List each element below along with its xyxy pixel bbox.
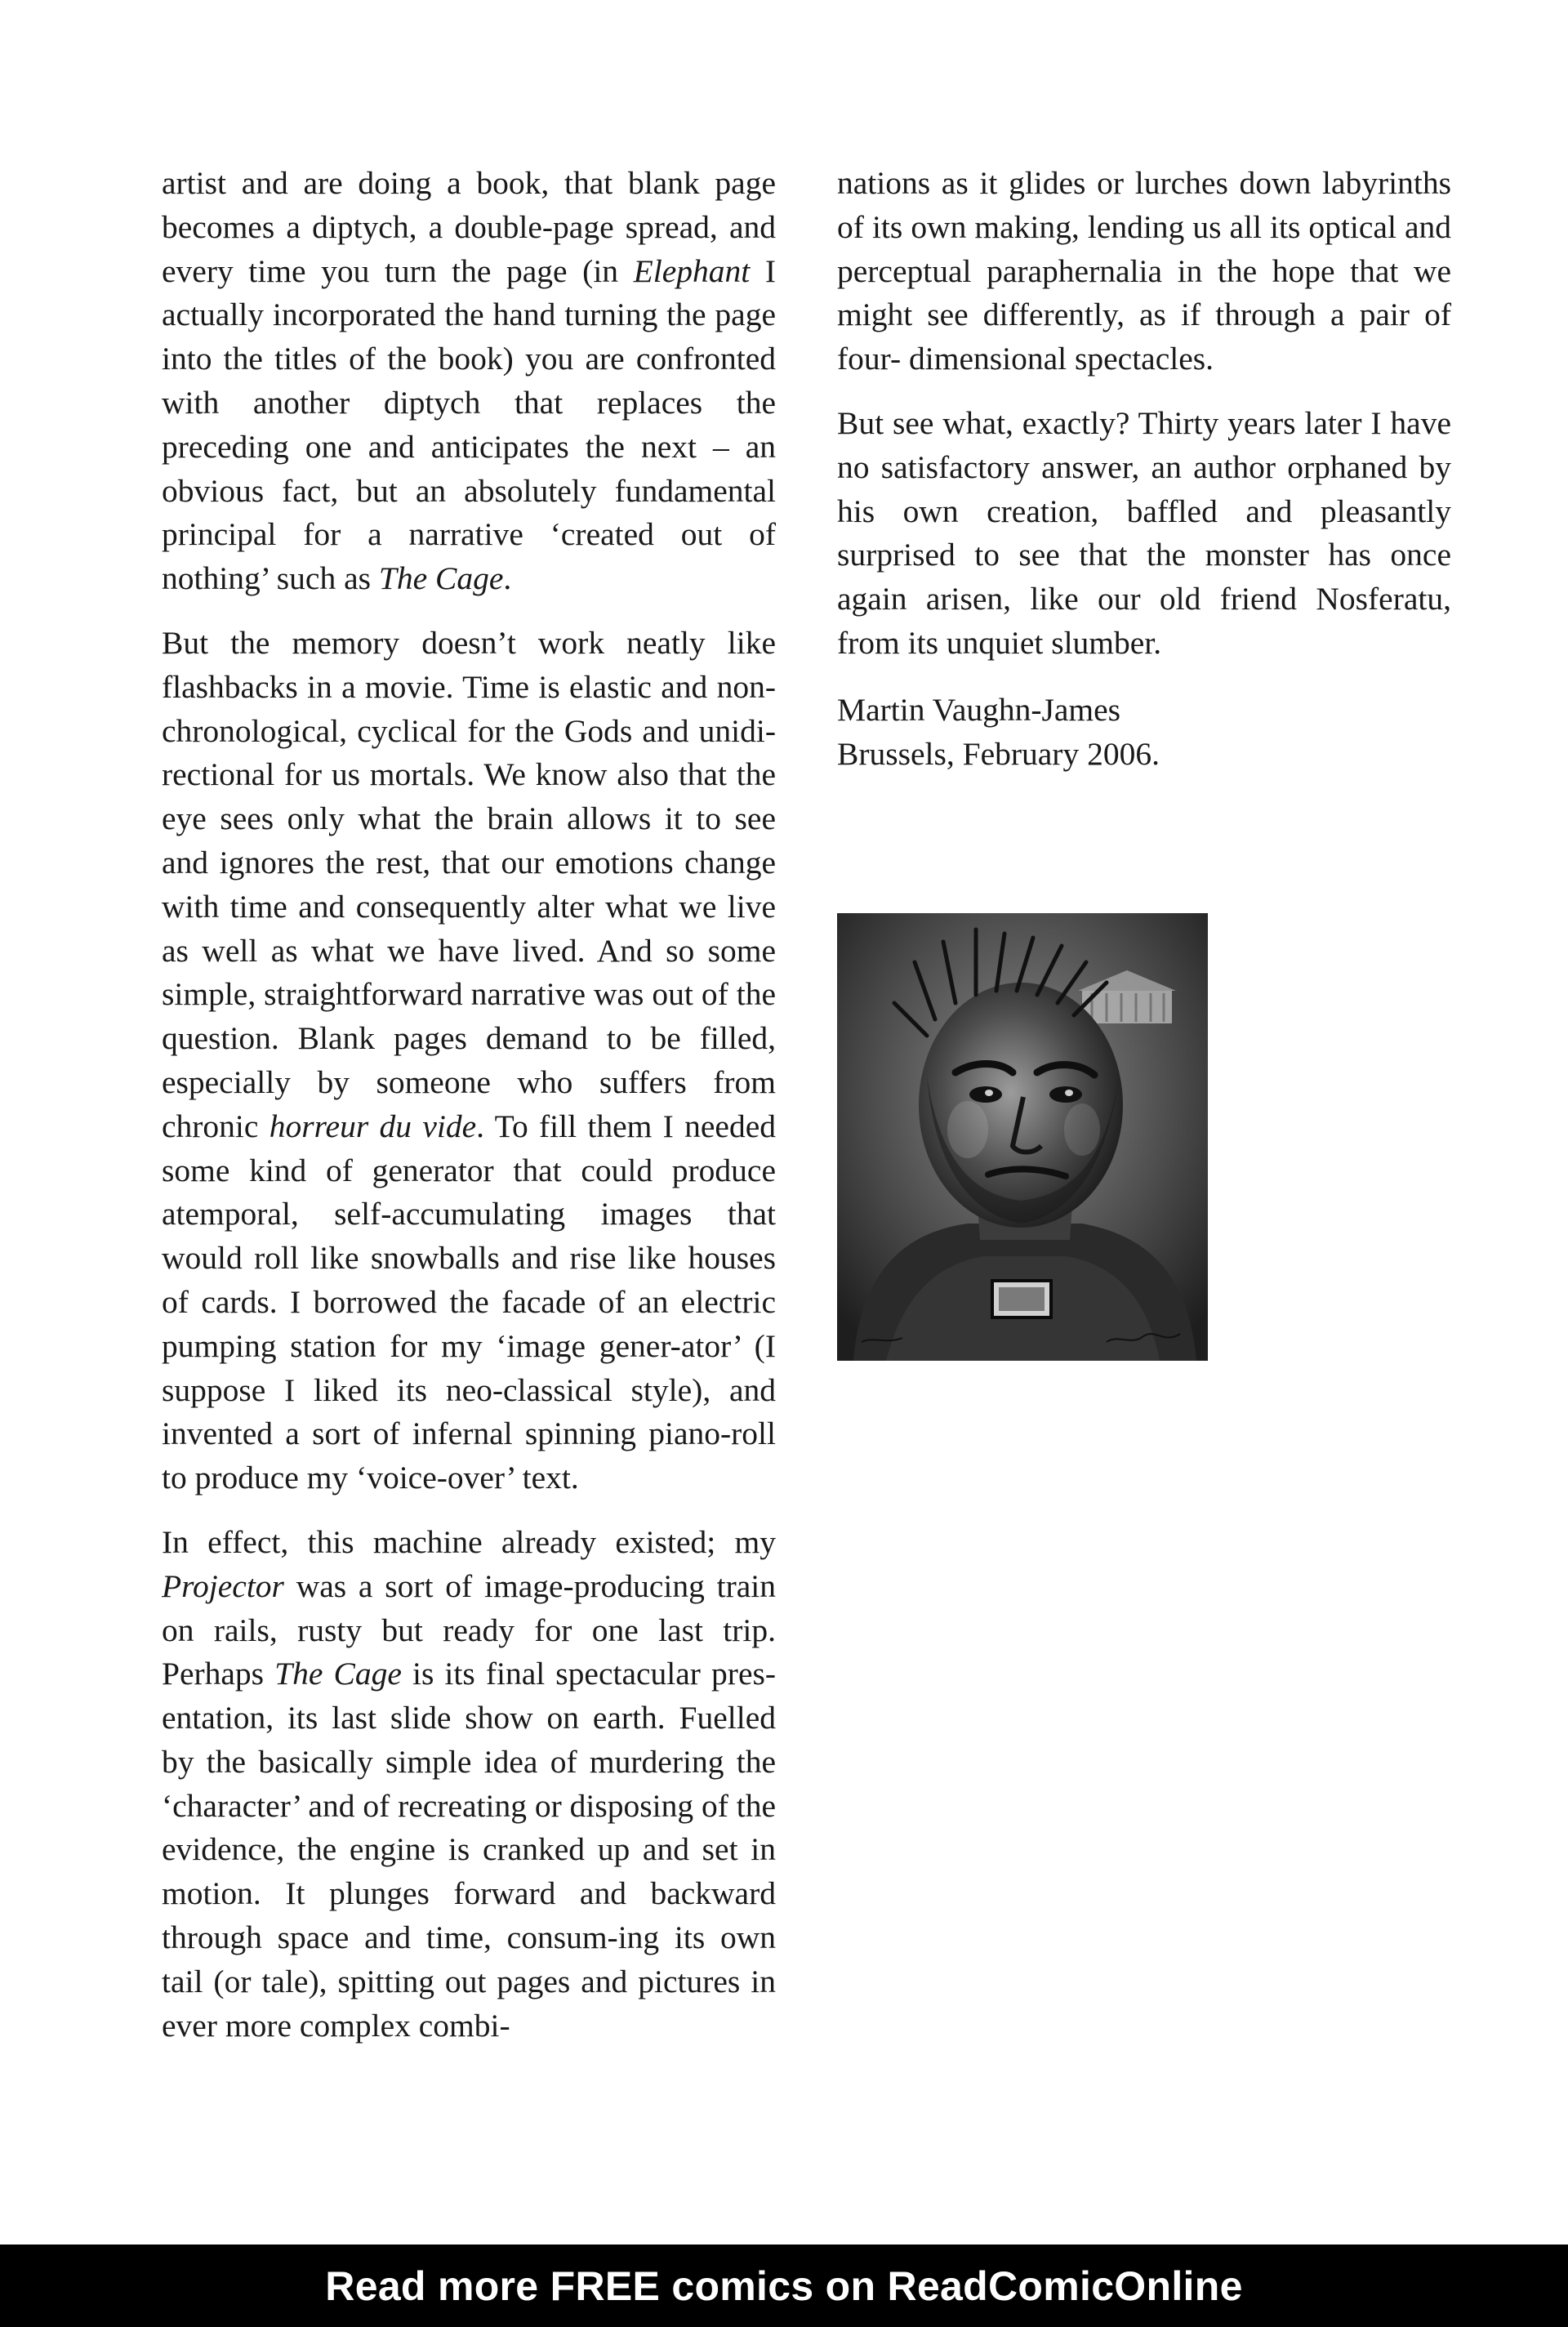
italic-title: Projector bbox=[162, 1567, 284, 1604]
place-date: Brussels, February 2006. bbox=[837, 735, 1160, 772]
text-span: But the memory doesn’t work neatly like flashbacks in a movie. Time is elastic and non-chronological, cyclical for the Gods and unidi-rectional for us mortals. We know also that the eye sees only what the brain allows it to see and ignores the rest, that our emotions change with time and consequently alter what we live as well as what we have lived. And so some simple, straightforward narrative was out of the question. Blank pages demand to be filled, especially by someone who suffers from chronic bbox=[162, 624, 776, 1144]
text-span: I actually incorporated the hand turning the page into the titles of the book) you are confronted with another diptych that replaces the preceding one and anticipates the next – an obvious fact, but an absolutely fundamental principal for a narrative ‘created out of nothing’ such as bbox=[162, 252, 777, 597]
left-paragraph-2 bbox=[162, 622, 776, 1500]
signature-block bbox=[837, 689, 1451, 777]
text-span: artist and are doing a book, that blank page becomes a diptych, a double-page spread, and every time you turn the page (in bbox=[162, 165, 776, 289]
text-span: is its final spectacular pres-entation, its last slide show on earth. Fuelled by the basically simple idea of murdering the ‘character’ and of recreating or disposing of the evidence, the engine is cranked up and set in motion. It plunges forward and backward through space and time, consum-ing its own tail (or tale), spitting out pages and pictures in ever more complex combi- bbox=[162, 1656, 776, 2044]
footer-banner[interactable] bbox=[0, 2245, 1568, 2327]
italic-phrase: horreur du vide bbox=[269, 1108, 477, 1144]
text-span: . To fill them I needed some kind of generator that could produce atemporal, self-accumulating images that would roll like snowballs and rise like houses of cards. I borrowed the facade of an electric pumping station for my ‘image gener-ator’ (I suppose I liked its neo-classical style), and invented a sort of infernal spinning piano-roll to produce my ‘voice-over’ text. bbox=[162, 1108, 776, 1496]
text-span: . bbox=[503, 560, 512, 597]
right-paragraph-2: But see what, exactly? Thirty years later I have no satisfactory answer, an author orphaned by his own creation, baffled and pleasantly surprised to see that the monster has once again arisen, like our old friend Nosferatu, from its unquiet slumber. bbox=[837, 404, 1451, 661]
right-text-column bbox=[837, 162, 1451, 796]
italic-title: The Cage bbox=[274, 1656, 402, 1692]
right-paragraph-1: nations as it glides or lurches down labyrinths of its own making, lending us all its optical and perceptual paraphernalia in the hope that we might see differently, as if through a pair of four- dimensional spectacles. bbox=[837, 165, 1451, 377]
portrait-drawing-icon bbox=[837, 913, 1208, 1361]
left-paragraph-1 bbox=[162, 162, 776, 601]
left-text-column bbox=[162, 162, 776, 2068]
left-paragraph-3 bbox=[162, 1521, 776, 2048]
text-span: was a sort of image-producing train on rails, rusty but ready for one last trip. Perhaps bbox=[162, 1567, 776, 1692]
italic-title: Elephant bbox=[633, 252, 751, 289]
footer-banner-text[interactable]: Read more FREE comics on ReadComicOnline bbox=[325, 2262, 1243, 2309]
author-name: Martin Vaughn-James bbox=[837, 691, 1121, 728]
italic-title: The Cage bbox=[378, 560, 504, 597]
portrait-illustration bbox=[837, 913, 1208, 1361]
text-span: In effect, this machine already existed; my bbox=[162, 1523, 776, 1560]
